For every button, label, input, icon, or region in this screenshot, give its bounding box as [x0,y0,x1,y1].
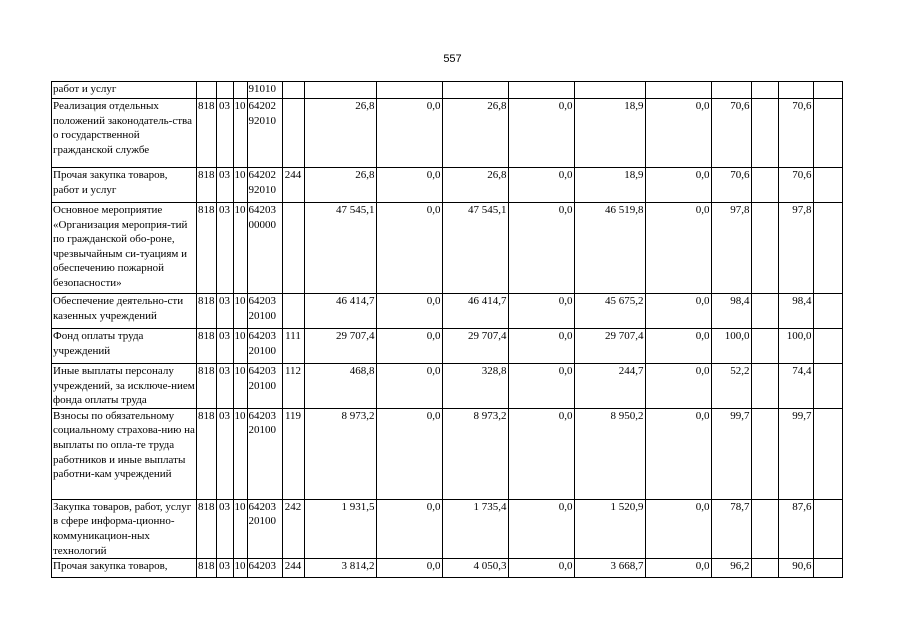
expense-name-cell: Взносы по обязательному социальному страхова-нию на выплаты по опла-те труда работников и иные выплаты работни-кам учреждений [52,408,197,499]
value-cell: 0,0 [508,203,574,294]
percent-cell: 90,6 [778,559,813,578]
target-article-cell: 64203 [247,559,282,578]
table-row [52,329,843,364]
value-cell: 46 414,7 [442,294,508,329]
empty-cell [813,294,842,329]
target-article-cell: 64203 20100 [247,329,282,364]
subsection-code-cell: 10 [233,364,247,409]
value-cell: 0,0 [376,168,442,203]
empty-cell [813,168,842,203]
empty-cell [751,364,778,409]
expense-type-cell [282,82,304,99]
value-cell [645,82,711,99]
value-cell: 328,8 [442,364,508,409]
value-cell: 0,0 [376,364,442,409]
ministry-code-cell: 818 [197,499,217,558]
empty-cell [813,203,842,294]
subsection-code-cell: 10 [233,559,247,578]
percent-cell: 100,0 [711,329,751,364]
value-cell: 0,0 [508,499,574,558]
section-code-cell: 03 [216,408,233,499]
expense-name-cell: работ и услуг [52,82,197,99]
value-cell: 47 545,1 [304,203,376,294]
value-cell: 0,0 [376,499,442,558]
percent-cell: 99,7 [711,408,751,499]
value-cell [508,82,574,99]
percent-cell: 52,2 [711,364,751,409]
percent-cell: 87,6 [778,499,813,558]
value-cell: 0,0 [645,99,711,168]
target-article-cell: 64202 92010 [247,168,282,203]
value-cell: 29 707,4 [304,329,376,364]
value-cell: 0,0 [645,559,711,578]
percent-cell: 74,4 [778,364,813,409]
subsection-code-cell [233,82,247,99]
table-row [52,559,843,578]
value-cell: 0,0 [645,168,711,203]
empty-cell [813,559,842,578]
subsection-code-cell: 10 [233,203,247,294]
ministry-code-cell: 818 [197,408,217,499]
value-cell: 3 814,2 [304,559,376,578]
percent-cell: 99,7 [778,408,813,499]
percent-cell: 96,2 [711,559,751,578]
percent-cell: 100,0 [778,329,813,364]
percent-cell: 98,4 [711,294,751,329]
percent-cell: 98,4 [778,294,813,329]
value-cell: 18,9 [574,168,645,203]
ministry-code-cell: 818 [197,99,217,168]
table-row [52,99,843,168]
subsection-code-cell: 10 [233,499,247,558]
value-cell: 0,0 [645,408,711,499]
value-cell: 18,9 [574,99,645,168]
value-cell: 0,0 [376,329,442,364]
value-cell: 26,8 [304,168,376,203]
value-cell: 0,0 [508,559,574,578]
value-cell [304,82,376,99]
empty-cell [813,499,842,558]
expense-name-cell: Реализация отдельных положений законодатель-ства о государственной гражданской службе [52,99,197,168]
value-cell: 0,0 [508,408,574,499]
section-code-cell [216,82,233,99]
percent-cell: 70,6 [778,99,813,168]
value-cell: 0,0 [645,364,711,409]
value-cell: 8 973,2 [304,408,376,499]
value-cell: 244,7 [574,364,645,409]
empty-cell [751,408,778,499]
subsection-code-cell: 10 [233,99,247,168]
value-cell: 26,8 [442,99,508,168]
percent-cell: 70,6 [711,168,751,203]
value-cell: 0,0 [508,364,574,409]
value-cell: 4 050,3 [442,559,508,578]
empty-cell [813,329,842,364]
ministry-code-cell: 818 [197,329,217,364]
empty-cell [751,294,778,329]
value-cell: 0,0 [376,559,442,578]
expense-name-cell: Прочая закупка товаров, [52,559,197,578]
section-code-cell: 03 [216,329,233,364]
table-row [52,408,843,499]
percent-cell [778,82,813,99]
empty-cell [813,408,842,499]
value-cell: 0,0 [508,329,574,364]
value-cell [376,82,442,99]
value-cell: 0,0 [508,99,574,168]
percent-cell: 70,6 [711,99,751,168]
expense-name-cell: Прочая закупка товаров, работ и услуг [52,168,197,203]
expense-type-cell: 242 [282,499,304,558]
value-cell: 1 931,5 [304,499,376,558]
empty-cell [813,82,842,99]
empty-cell [751,329,778,364]
target-article-cell: 91010 [247,82,282,99]
empty-cell [751,559,778,578]
table-row [52,82,843,99]
value-cell: 1 520,9 [574,499,645,558]
empty-cell [813,364,842,409]
value-cell: 1 735,4 [442,499,508,558]
value-cell [442,82,508,99]
ministry-code-cell: 818 [197,559,217,578]
table-row [52,364,843,409]
target-article-cell: 64203 20100 [247,499,282,558]
section-code-cell: 03 [216,294,233,329]
expense-type-cell: 111 [282,329,304,364]
expense-name-cell: Основное мероприятие «Организация мероприя-тий по гражданской обо-роне, чрезвычайным си-туациям и обеспечению пожарной безопасности» [52,203,197,294]
value-cell: 46 414,7 [304,294,376,329]
expense-name-cell: Закупка товаров, работ, услуг в сфере информа-ционно-коммуникацион-ных технологий [52,499,197,558]
target-article-cell: 64203 20100 [247,294,282,329]
value-cell [574,82,645,99]
value-cell: 0,0 [645,203,711,294]
ministry-code-cell: 818 [197,294,217,329]
subsection-code-cell: 10 [233,329,247,364]
expense-type-cell: 244 [282,559,304,578]
value-cell: 0,0 [645,329,711,364]
empty-cell [751,82,778,99]
target-article-cell: 64203 00000 [247,203,282,294]
section-code-cell: 03 [216,364,233,409]
value-cell: 0,0 [508,294,574,329]
ministry-code-cell: 818 [197,203,217,294]
target-article-cell: 64202 92010 [247,99,282,168]
subsection-code-cell: 10 [233,408,247,499]
value-cell: 0,0 [376,203,442,294]
value-cell: 8 973,2 [442,408,508,499]
value-cell: 0,0 [508,168,574,203]
expense-name-cell: Обеспечение деятельно-сти казенных учреждений [52,294,197,329]
budget-table [51,81,843,578]
section-code-cell: 03 [216,559,233,578]
target-article-cell: 64203 20100 [247,408,282,499]
value-cell: 29 707,4 [574,329,645,364]
empty-cell [751,203,778,294]
section-code-cell: 03 [216,203,233,294]
percent-cell [711,82,751,99]
value-cell: 47 545,1 [442,203,508,294]
empty-cell [813,99,842,168]
expense-type-cell: 244 [282,168,304,203]
percent-cell: 97,8 [778,203,813,294]
subsection-code-cell: 10 [233,294,247,329]
table-row [52,499,843,558]
expense-type-cell [282,203,304,294]
value-cell: 0,0 [376,294,442,329]
value-cell: 468,8 [304,364,376,409]
page-number: 557 [443,53,462,65]
expense-name-cell: Фонд оплаты труда учреждений [52,329,197,364]
percent-cell: 97,8 [711,203,751,294]
ministry-code-cell: 818 [197,364,217,409]
value-cell: 46 519,8 [574,203,645,294]
value-cell: 0,0 [645,294,711,329]
ministry-code-cell [197,82,217,99]
table-row [52,294,843,329]
expense-type-cell [282,294,304,329]
value-cell: 8 950,2 [574,408,645,499]
empty-cell [751,499,778,558]
value-cell: 0,0 [376,408,442,499]
value-cell: 0,0 [376,99,442,168]
expense-name-cell: Иные выплаты персоналу учреждений, за исключе-нием фонда оплаты труда [52,364,197,409]
ministry-code-cell: 818 [197,168,217,203]
section-code-cell: 03 [216,168,233,203]
table-row [52,203,843,294]
empty-cell [751,99,778,168]
value-cell: 0,0 [645,499,711,558]
value-cell: 3 668,7 [574,559,645,578]
value-cell: 45 675,2 [574,294,645,329]
empty-cell [751,168,778,203]
expense-type-cell [282,99,304,168]
table-row [52,168,843,203]
value-cell: 26,8 [442,168,508,203]
percent-cell: 70,6 [778,168,813,203]
section-code-cell: 03 [216,99,233,168]
value-cell: 29 707,4 [442,329,508,364]
expense-type-cell: 112 [282,364,304,409]
value-cell: 26,8 [304,99,376,168]
percent-cell: 78,7 [711,499,751,558]
section-code-cell: 03 [216,499,233,558]
subsection-code-cell: 10 [233,168,247,203]
target-article-cell: 64203 20100 [247,364,282,409]
expense-type-cell: 119 [282,408,304,499]
